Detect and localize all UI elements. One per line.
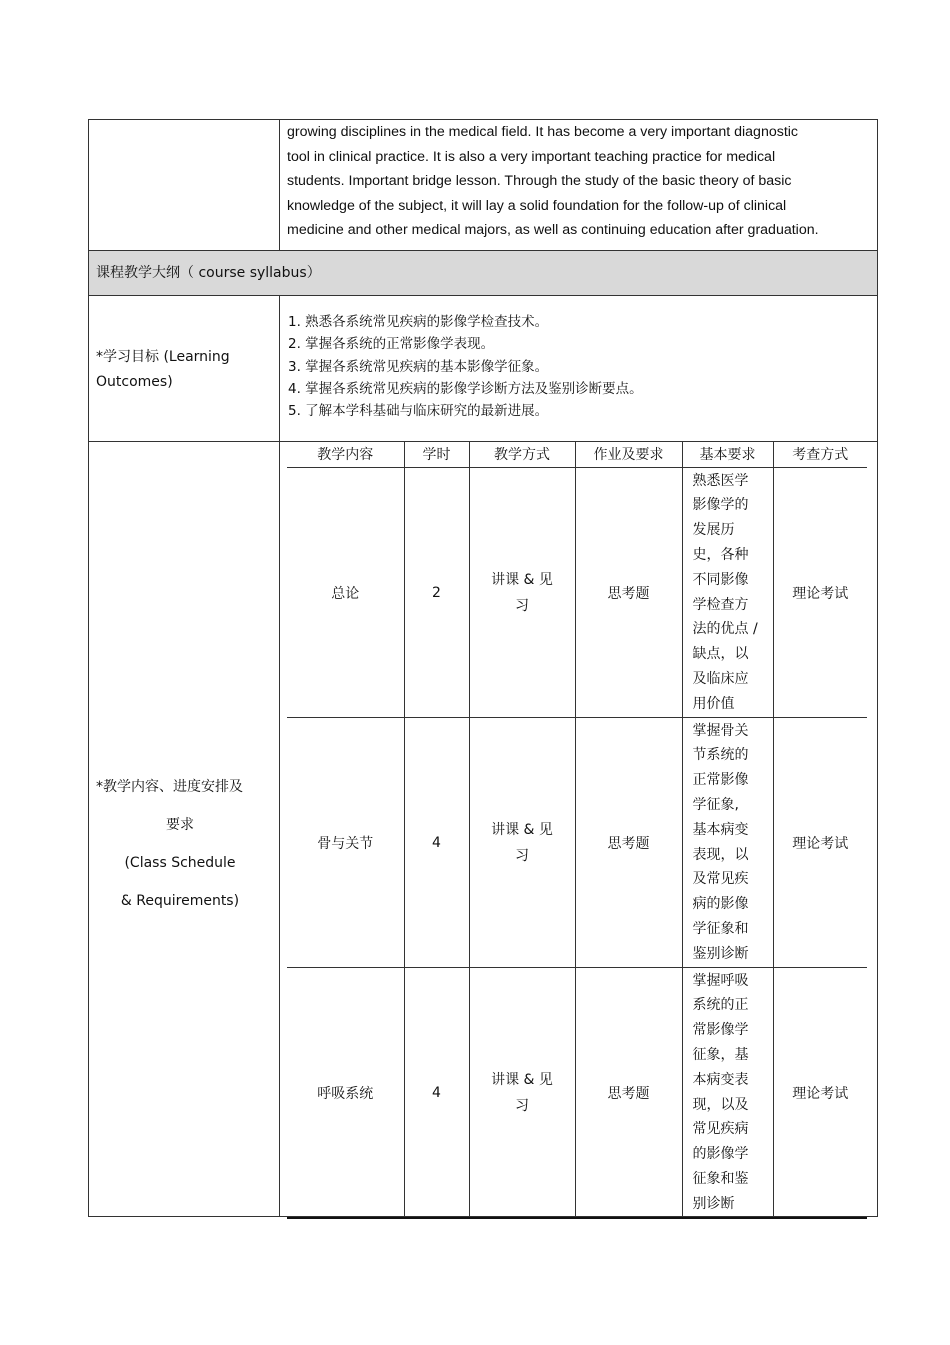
requirement-line: 表现，以 bbox=[692, 846, 749, 863]
course-intro-text bbox=[287, 120, 862, 243]
requirement-line: 节系统的 bbox=[692, 747, 749, 764]
requirement-line: 现，以及 bbox=[692, 1096, 749, 1113]
syllabus-title: 课程教学大纲（ course syllabus） bbox=[96, 265, 321, 281]
requirement-line: 掌握骨关 bbox=[692, 722, 749, 739]
column-divider bbox=[279, 296, 280, 1217]
column-header: 教学内容 bbox=[287, 441, 404, 468]
class-schedule-label bbox=[90, 768, 270, 920]
assessment-cell: 理论考试 bbox=[773, 968, 867, 1219]
method-line: 习 bbox=[515, 597, 529, 614]
column-divider bbox=[279, 119, 280, 251]
intro-line: knowledge of the subject, it will lay a solid foundation for the follow-up of clinical bbox=[287, 197, 787, 214]
requirement-line: 史，各种 bbox=[692, 546, 749, 563]
method-cell bbox=[469, 718, 575, 968]
requirements-cell bbox=[682, 468, 773, 718]
requirement-line: 不同影像 bbox=[692, 571, 749, 588]
method-line: 讲课 & 见 bbox=[491, 1071, 553, 1088]
intro-line: tool in clinical practice. It is also a very important teaching practice for medical bbox=[287, 148, 776, 165]
method-line: 讲课 & 见 bbox=[491, 571, 553, 588]
requirement-line: 掌握呼吸 bbox=[692, 972, 749, 989]
requirement-line: 缺点，以 bbox=[692, 646, 749, 663]
requirement-line: 常影像学 bbox=[692, 1022, 749, 1039]
class-schedule-label-line: (Class Schedule bbox=[124, 855, 236, 871]
method-cell bbox=[469, 968, 575, 1219]
intro-line: students. Important bridge lesson. Through the study of the basic theory of basic bbox=[287, 173, 792, 190]
class-schedule-label-line: & Requirements) bbox=[120, 893, 240, 909]
requirement-line: 常见疾病 bbox=[692, 1121, 749, 1138]
method-line: 习 bbox=[515, 1097, 529, 1114]
requirement-line: 及临床应 bbox=[692, 670, 749, 687]
requirement-line: 发展历 bbox=[692, 522, 735, 539]
content-cell: 总论 bbox=[287, 468, 404, 718]
hours-cell: 2 bbox=[404, 468, 469, 718]
column-header: 考查方式 bbox=[773, 441, 867, 468]
list-item: 1. 熟悉各系统常见疾病的影像学检查技术。 bbox=[288, 314, 549, 330]
list-item: 3. 掌握各系统常见疾病的基本影像学征象。 bbox=[288, 358, 549, 375]
requirement-line: 征象和鉴 bbox=[692, 1170, 749, 1187]
requirement-line: 学征象和 bbox=[692, 920, 749, 937]
assessment-cell: 理论考试 bbox=[773, 718, 867, 968]
requirement-line: 鉴别诊断 bbox=[692, 945, 749, 962]
column-header: 学时 bbox=[404, 441, 469, 468]
learning-outcomes-label-line: Outcomes) bbox=[96, 374, 173, 390]
hours-cell: 4 bbox=[404, 968, 469, 1219]
method-line: 习 bbox=[515, 847, 529, 864]
column-header: 教学方式 bbox=[469, 441, 575, 468]
content-cell: 骨与关节 bbox=[287, 718, 404, 968]
class-schedule-label-line: 要求 bbox=[166, 817, 194, 833]
list-item: 5. 了解本学科基础与临床研究的最新进展。 bbox=[288, 403, 549, 420]
column-header: 作业及要求 bbox=[575, 441, 682, 468]
requirement-line: 用价值 bbox=[692, 695, 735, 712]
learning-outcomes-list bbox=[288, 311, 643, 422]
table-row bbox=[287, 968, 867, 1219]
requirement-line: 别诊断 bbox=[692, 1195, 735, 1212]
requirement-line: 病的影像 bbox=[692, 896, 749, 913]
requirements-cell bbox=[682, 968, 773, 1219]
table-row bbox=[287, 718, 867, 968]
requirement-line: 系统的正 bbox=[692, 997, 749, 1014]
method-cell bbox=[469, 468, 575, 718]
requirement-line: 学检查方 bbox=[692, 596, 749, 613]
row-divider bbox=[88, 295, 878, 296]
column-header: 基本要求 bbox=[682, 441, 773, 468]
requirement-line: 及常见疾 bbox=[692, 871, 749, 888]
homework-cell: 思考题 bbox=[575, 968, 682, 1219]
learning-outcomes-label bbox=[96, 345, 276, 395]
requirement-line: 征象，基 bbox=[692, 1046, 749, 1063]
requirement-line: 正常影像 bbox=[692, 772, 749, 789]
learning-outcomes-label-line: *学习目标 (Learning bbox=[96, 349, 230, 365]
class-schedule-label-line: *教学内容、进度安排及 bbox=[96, 779, 243, 795]
requirement-line: 法的优点 / bbox=[692, 621, 758, 638]
requirement-line: 基本病变 bbox=[692, 821, 749, 838]
list-item: 2. 掌握各系统的正常影像学表现。 bbox=[288, 336, 495, 353]
table-row bbox=[287, 468, 867, 718]
hours-cell: 4 bbox=[404, 718, 469, 968]
homework-cell: 思考题 bbox=[575, 718, 682, 968]
assessment-cell: 理论考试 bbox=[773, 468, 867, 718]
intro-line: growing disciplines in the medical field. It has become a very important diagnostic bbox=[287, 124, 799, 140]
requirement-line: 本病变表 bbox=[692, 1071, 749, 1088]
requirement-line: 的影像学 bbox=[692, 1146, 749, 1163]
content-cell: 呼吸系统 bbox=[287, 968, 404, 1219]
requirement-line: 学征象, bbox=[692, 796, 739, 813]
list-item: 4. 掌握各系统常见疾病的影像学诊断方法及鉴别诊断要点。 bbox=[288, 380, 643, 397]
homework-cell: 思考题 bbox=[575, 468, 682, 718]
method-line: 讲课 & 见 bbox=[491, 821, 553, 838]
table-header-row bbox=[287, 441, 867, 468]
requirement-line: 熟悉医学 bbox=[692, 472, 749, 489]
requirements-cell bbox=[682, 718, 773, 968]
requirement-line: 影像学的 bbox=[692, 497, 749, 514]
intro-line: medicine and other medical majors, as well as continuing education after graduation. bbox=[287, 222, 819, 239]
class-schedule-table bbox=[287, 441, 867, 1219]
